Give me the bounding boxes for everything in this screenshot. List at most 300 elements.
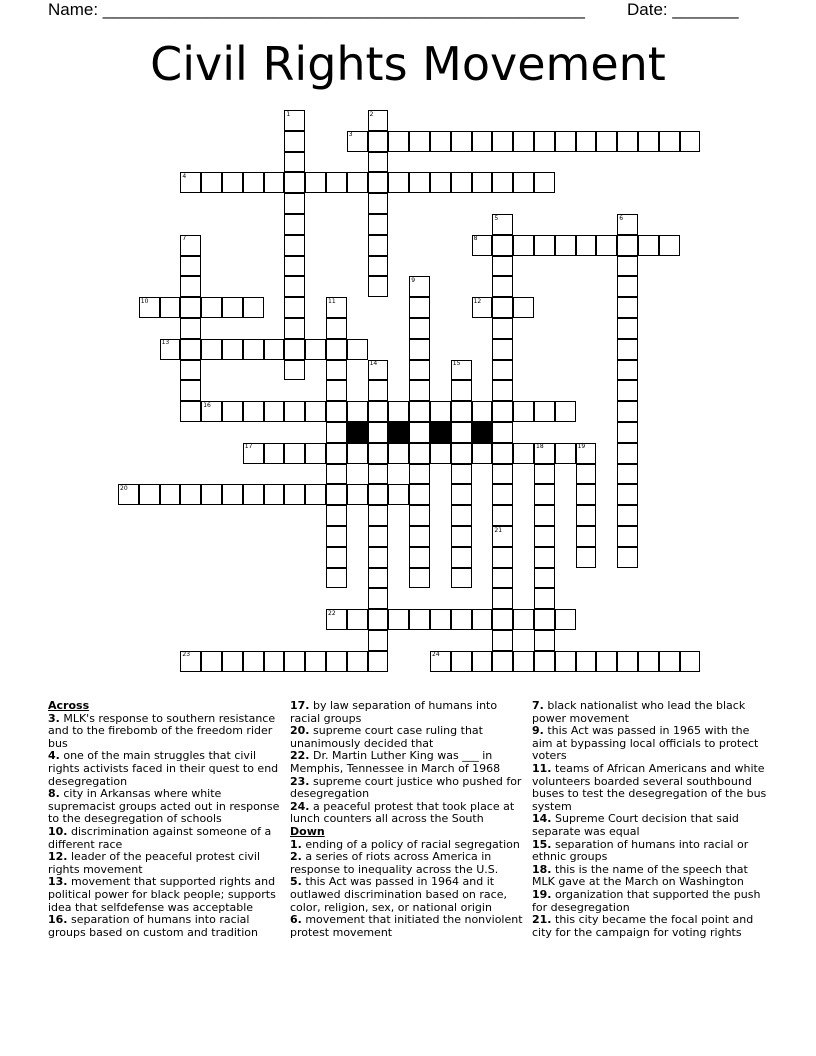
grid-cell[interactable] [534, 651, 555, 672]
clue-number-16: 16 [203, 401, 211, 409]
grid-cell[interactable] [638, 235, 659, 256]
grid-cell[interactable] [430, 401, 451, 422]
grid-cell[interactable] [451, 609, 472, 630]
grid-cell[interactable] [492, 339, 513, 360]
grid-cell[interactable] [617, 526, 638, 547]
grid-cell[interactable] [243, 297, 264, 318]
grid-cell[interactable] [368, 214, 389, 235]
clue-number-2: 2 [369, 110, 374, 118]
clue-item [290, 776, 526, 801]
grid-cell[interactable] [492, 235, 513, 256]
grid-cell[interactable] [368, 526, 389, 547]
grid-cell[interactable] [617, 235, 638, 256]
grid-cell[interactable] [409, 380, 430, 401]
grid-cell[interactable] [243, 651, 264, 672]
grid-cell[interactable] [555, 131, 576, 152]
grid-cell[interactable] [617, 547, 638, 568]
grid-cell[interactable] [617, 131, 638, 152]
grid-cell[interactable] [492, 484, 513, 505]
grid-cell[interactable] [492, 568, 513, 589]
clue-number-22: 22 [328, 609, 336, 617]
grid-cell[interactable] [368, 547, 389, 568]
clue-text: leader of the peaceful protest civil rights movement [48, 850, 261, 876]
grid-cell[interactable] [284, 152, 305, 173]
grid-cell[interactable] [513, 297, 534, 318]
grid-cell[interactable] [451, 422, 472, 443]
grid-cell[interactable] [680, 131, 701, 152]
grid-cell[interactable] [368, 588, 389, 609]
grid-cell[interactable] [284, 235, 305, 256]
grid-cell[interactable] [243, 484, 264, 505]
grid-cell[interactable] [451, 401, 472, 422]
clue-number-18: 18 [536, 443, 544, 451]
grid-cell[interactable] [492, 401, 513, 422]
clue-number-8: 8 [473, 235, 478, 243]
grid-cell[interactable] [201, 339, 222, 360]
grid-cell[interactable] [180, 484, 201, 505]
grid-cell[interactable] [409, 443, 430, 464]
grid-cell[interactable] [243, 339, 264, 360]
grid-cell[interactable] [284, 443, 305, 464]
grid-cell[interactable] [409, 172, 430, 193]
grid-cell[interactable] [243, 172, 264, 193]
grid-cell[interactable] [409, 422, 430, 443]
grid-cell[interactable] [368, 651, 389, 672]
grid-cell[interactable] [492, 547, 513, 568]
clue-number-17: 17 [244, 443, 253, 451]
grid-cell[interactable] [305, 401, 326, 422]
grid-cell[interactable] [492, 651, 513, 672]
grid-cell[interactable] [326, 443, 347, 464]
grid-cell[interactable] [409, 568, 430, 589]
grid-cell[interactable] [388, 484, 409, 505]
grid-cell[interactable] [326, 360, 347, 381]
clue-number-12: 12 [473, 297, 482, 305]
grid-cell[interactable] [492, 172, 513, 193]
grid-block-cell [472, 422, 493, 443]
grid-cell[interactable] [576, 651, 597, 672]
grid-cell[interactable] [472, 443, 493, 464]
grid-cell[interactable] [305, 172, 326, 193]
grid-cell[interactable] [492, 318, 513, 339]
grid-cell[interactable] [659, 651, 680, 672]
grid-cell[interactable] [409, 526, 430, 547]
grid-cell[interactable] [368, 609, 389, 630]
clue-text: Dr. Martin Luther King was ___ in Memphis, Tennessee in March of 1968 [290, 749, 501, 775]
grid-cell[interactable] [576, 235, 597, 256]
clue-text: this Act was passed in 1965 with the aim at bypassing local officials to protect voters [532, 724, 759, 763]
grid-cell[interactable] [180, 276, 201, 297]
clue-text: a series of riots across America in response to inequality across the U.S. [290, 850, 499, 876]
grid-cell[interactable] [451, 464, 472, 485]
clue-number: 24. [290, 799, 310, 813]
grid-cell[interactable] [284, 276, 305, 297]
grid-cell[interactable] [388, 401, 409, 422]
grid-cell[interactable] [451, 443, 472, 464]
grid-cell[interactable] [472, 651, 493, 672]
grid-cell[interactable] [326, 651, 347, 672]
grid-cell[interactable] [368, 401, 389, 422]
grid-cell[interactable] [492, 256, 513, 277]
grid-cell[interactable] [284, 651, 305, 672]
clue-item [532, 813, 768, 838]
clue-number: 11. [532, 761, 552, 775]
grid-cell[interactable] [222, 651, 243, 672]
grid-cell[interactable] [284, 256, 305, 277]
grid-cell[interactable] [451, 568, 472, 589]
clue-number: 5. [290, 875, 302, 889]
clue-item [290, 801, 526, 826]
grid-cell[interactable] [534, 172, 555, 193]
grid-cell[interactable] [555, 235, 576, 256]
grid-cell[interactable] [472, 401, 493, 422]
grid-cell[interactable] [576, 484, 597, 505]
grid-cell[interactable] [326, 318, 347, 339]
grid-cell[interactable] [368, 443, 389, 464]
grid-cell[interactable] [284, 360, 305, 381]
clue-number-21: 21 [494, 526, 503, 534]
clue-number: 16. [48, 913, 68, 927]
name-field-label: Name: ___________________________________________________ [48, 0, 585, 19]
clue-number: 10. [48, 824, 68, 838]
grid-cell[interactable] [534, 235, 555, 256]
grid-cell[interactable] [305, 339, 326, 360]
grid-cell[interactable] [368, 568, 389, 589]
grid-cell[interactable] [264, 172, 285, 193]
grid-block-cell [388, 422, 409, 443]
grid-cell[interactable] [284, 339, 305, 360]
clue-number: 2. [290, 850, 302, 864]
clue-text: city in Arkansas where white supremacist groups acted out in response to the desegregation of schools [48, 787, 280, 826]
grid-cell[interactable] [222, 172, 243, 193]
grid-cell[interactable] [284, 172, 305, 193]
grid-cell[interactable] [576, 505, 597, 526]
grid-cell[interactable] [326, 422, 347, 443]
grid-cell[interactable] [617, 505, 638, 526]
grid-cell[interactable] [492, 422, 513, 443]
clue-item [532, 914, 768, 939]
grid-cell[interactable] [451, 651, 472, 672]
grid-cell[interactable] [264, 484, 285, 505]
grid-cell[interactable] [222, 484, 243, 505]
grid-cell[interactable] [326, 505, 347, 526]
grid-cell[interactable] [326, 526, 347, 547]
grid-cell[interactable] [264, 339, 285, 360]
grid-cell[interactable] [368, 131, 389, 152]
clue-number: 14. [532, 812, 552, 826]
grid-cell[interactable] [368, 152, 389, 173]
grid-cell[interactable] [368, 235, 389, 256]
grid-cell[interactable] [534, 630, 555, 651]
grid-cell[interactable] [451, 131, 472, 152]
grid-cell[interactable] [659, 235, 680, 256]
grid-cell[interactable] [638, 131, 659, 152]
grid-cell[interactable] [576, 131, 597, 152]
grid-cell[interactable] [534, 484, 555, 505]
clue-text: supreme court case ruling that unanimously decided that [290, 724, 483, 750]
clue-item [290, 914, 526, 939]
grid-cell[interactable] [264, 443, 285, 464]
grid-cell[interactable] [201, 172, 222, 193]
grid-cell[interactable] [576, 547, 597, 568]
grid-cell[interactable] [534, 568, 555, 589]
grid-cell[interactable] [513, 131, 534, 152]
grid-cell[interactable] [680, 651, 701, 672]
grid-cell[interactable] [326, 568, 347, 589]
grid-cell[interactable] [368, 464, 389, 485]
grid-cell[interactable] [451, 505, 472, 526]
grid-cell[interactable] [284, 318, 305, 339]
grid-cell[interactable] [139, 484, 160, 505]
grid-cell[interactable] [492, 297, 513, 318]
grid-cell[interactable] [388, 609, 409, 630]
grid-cell[interactable] [222, 339, 243, 360]
grid-cell[interactable] [368, 484, 389, 505]
grid-cell[interactable] [617, 297, 638, 318]
clue-item [532, 725, 768, 763]
grid-cell[interactable] [264, 651, 285, 672]
grid-cell[interactable] [596, 235, 617, 256]
grid-cell[interactable] [555, 651, 576, 672]
grid-block-cell [430, 422, 451, 443]
grid-cell[interactable] [492, 276, 513, 297]
grid-cell[interactable] [534, 505, 555, 526]
grid-cell[interactable] [617, 380, 638, 401]
grid-cell[interactable] [180, 256, 201, 277]
grid-cell[interactable] [617, 464, 638, 485]
grid-cell[interactable] [534, 401, 555, 422]
grid-cell[interactable] [617, 443, 638, 464]
grid-cell[interactable] [264, 401, 285, 422]
grid-cell[interactable] [492, 588, 513, 609]
grid-cell[interactable] [180, 360, 201, 381]
grid-cell[interactable] [472, 131, 493, 152]
grid-cell[interactable] [617, 276, 638, 297]
grid-cell[interactable] [617, 339, 638, 360]
grid-cell[interactable] [305, 443, 326, 464]
grid-cell[interactable] [201, 297, 222, 318]
grid-cell[interactable] [451, 547, 472, 568]
clue-number-7: 7 [182, 235, 187, 243]
grid-cell[interactable] [326, 339, 347, 360]
grid-cell[interactable] [492, 360, 513, 381]
clue-column-1 [48, 700, 284, 939]
grid-cell[interactable] [180, 318, 201, 339]
grid-cell[interactable] [305, 484, 326, 505]
grid-cell[interactable] [368, 505, 389, 526]
grid-cell[interactable] [472, 172, 493, 193]
grid-cell[interactable] [368, 193, 389, 214]
grid-cell[interactable] [368, 172, 389, 193]
grid-cell[interactable] [513, 401, 534, 422]
clue-number-19: 19 [577, 443, 586, 451]
grid-cell[interactable] [180, 339, 201, 360]
grid-cell[interactable] [492, 505, 513, 526]
grid-cell[interactable] [534, 464, 555, 485]
grid-cell[interactable] [492, 443, 513, 464]
grid-cell[interactable] [617, 484, 638, 505]
grid-cell[interactable] [284, 297, 305, 318]
grid-cell[interactable] [451, 380, 472, 401]
grid-cell[interactable] [409, 609, 430, 630]
grid-cell[interactable] [201, 651, 222, 672]
clue-number-24: 24 [432, 651, 440, 659]
clue-number: 20. [290, 724, 310, 738]
clue-item [48, 876, 284, 914]
grid-cell[interactable] [326, 380, 347, 401]
clue-number: 3. [48, 711, 60, 725]
grid-cell[interactable] [409, 401, 430, 422]
grid-cell[interactable] [284, 193, 305, 214]
grid-cell[interactable] [388, 172, 409, 193]
grid-cell[interactable] [347, 609, 368, 630]
grid-cell[interactable] [513, 172, 534, 193]
grid-cell[interactable] [409, 484, 430, 505]
grid-cell[interactable] [347, 401, 368, 422]
grid-cell[interactable] [347, 484, 368, 505]
grid-cell[interactable] [451, 172, 472, 193]
puzzle-title: Civil Rights Movement [150, 37, 666, 91]
grid-cell[interactable] [430, 172, 451, 193]
grid-cell[interactable] [180, 297, 201, 318]
clue-section-heading: Across [48, 699, 90, 712]
grid-cell[interactable] [180, 380, 201, 401]
grid-cell[interactable] [513, 609, 534, 630]
clue-text: movement that initiated the nonviolent protest movement [290, 913, 523, 939]
grid-cell[interactable] [326, 484, 347, 505]
clue-item [290, 876, 526, 914]
grid-cell[interactable] [368, 276, 389, 297]
grid-cell[interactable] [576, 526, 597, 547]
clue-item [48, 826, 284, 851]
grid-cell[interactable] [492, 131, 513, 152]
grid-cell[interactable] [534, 526, 555, 547]
grid-cell[interactable] [284, 484, 305, 505]
grid-cell[interactable] [409, 131, 430, 152]
grid-cell[interactable] [430, 609, 451, 630]
grid-cell[interactable] [305, 651, 326, 672]
clue-number: 19. [532, 887, 552, 901]
grid-cell[interactable] [555, 443, 576, 464]
grid-cell[interactable] [388, 443, 409, 464]
clue-item [290, 725, 526, 750]
grid-cell[interactable] [180, 401, 201, 422]
clue-number: 7. [532, 699, 544, 712]
grid-cell[interactable] [347, 443, 368, 464]
grid-cell[interactable] [409, 547, 430, 568]
grid-cell[interactable] [596, 131, 617, 152]
clue-text: a peaceful protest that took place at lunch counters all across the South [290, 799, 515, 826]
grid-cell[interactable] [576, 464, 597, 485]
grid-cell[interactable] [534, 131, 555, 152]
grid-cell[interactable] [409, 297, 430, 318]
clue-number: 9. [532, 724, 544, 738]
grid-cell[interactable] [368, 630, 389, 651]
clue-item [48, 750, 284, 788]
grid-cell[interactable] [555, 401, 576, 422]
clue-item [532, 700, 768, 725]
clue-number: 8. [48, 787, 60, 801]
grid-cell[interactable] [513, 443, 534, 464]
grid-cell[interactable] [513, 235, 534, 256]
grid-cell[interactable] [388, 131, 409, 152]
grid-cell[interactable] [222, 297, 243, 318]
grid-cell[interactable] [160, 484, 181, 505]
grid-cell[interactable] [326, 172, 347, 193]
grid-cell[interactable] [492, 464, 513, 485]
grid-cell[interactable] [368, 380, 389, 401]
grid-cell[interactable] [617, 360, 638, 381]
grid-cell[interactable] [617, 318, 638, 339]
grid-cell[interactable] [326, 464, 347, 485]
grid-cell[interactable] [430, 443, 451, 464]
grid-cell[interactable] [347, 339, 368, 360]
grid-cell[interactable] [326, 401, 347, 422]
grid-cell[interactable] [451, 526, 472, 547]
clue-number: 21. [532, 913, 552, 927]
grid-cell[interactable] [409, 464, 430, 485]
grid-cell[interactable] [409, 360, 430, 381]
grid-cell[interactable] [284, 214, 305, 235]
clue-text: black nationalist who lead the black power movement [532, 699, 746, 725]
grid-cell[interactable] [284, 131, 305, 152]
clue-item [48, 713, 284, 751]
clue-item [532, 763, 768, 813]
grid-cell[interactable] [534, 547, 555, 568]
grid-cell[interactable] [409, 505, 430, 526]
grid-cell[interactable] [472, 609, 493, 630]
grid-cell[interactable] [659, 131, 680, 152]
grid-cell[interactable] [617, 401, 638, 422]
grid-cell[interactable] [243, 401, 264, 422]
grid-cell[interactable] [201, 484, 222, 505]
grid-cell[interactable] [430, 131, 451, 152]
grid-cell[interactable] [513, 651, 534, 672]
grid-cell[interactable] [534, 588, 555, 609]
clue-item [532, 839, 768, 864]
grid-cell[interactable] [596, 651, 617, 672]
grid-cell[interactable] [409, 318, 430, 339]
clue-number: 12. [48, 850, 68, 864]
grid-cell[interactable] [160, 297, 181, 318]
grid-cell[interactable] [451, 484, 472, 505]
grid-cell[interactable] [492, 630, 513, 651]
grid-cell[interactable] [222, 401, 243, 422]
grid-cell[interactable] [409, 339, 430, 360]
grid-cell[interactable] [617, 651, 638, 672]
clue-text: this is the name of the speech that MLK gave at the March on Washington [532, 862, 748, 889]
grid-cell[interactable] [368, 422, 389, 443]
grid-cell[interactable] [617, 422, 638, 443]
clue-number: 23. [290, 774, 310, 788]
grid-cell[interactable] [492, 380, 513, 401]
clue-number: 13. [48, 875, 68, 889]
grid-cell[interactable] [534, 609, 555, 630]
grid-cell[interactable] [347, 172, 368, 193]
grid-cell[interactable] [326, 547, 347, 568]
grid-cell[interactable] [284, 401, 305, 422]
grid-cell[interactable] [368, 256, 389, 277]
clue-number-9: 9 [411, 276, 416, 284]
clue-text: movement that supported rights and political power for black people; supports idea that selfdefense was acceptable [48, 875, 276, 914]
clue-number-5: 5 [494, 214, 499, 222]
grid-cell[interactable] [638, 651, 659, 672]
grid-cell[interactable] [347, 651, 368, 672]
grid-cell[interactable] [492, 609, 513, 630]
grid-cell[interactable] [555, 609, 576, 630]
clue-section-heading: Down [290, 824, 325, 838]
grid-cell[interactable] [617, 256, 638, 277]
